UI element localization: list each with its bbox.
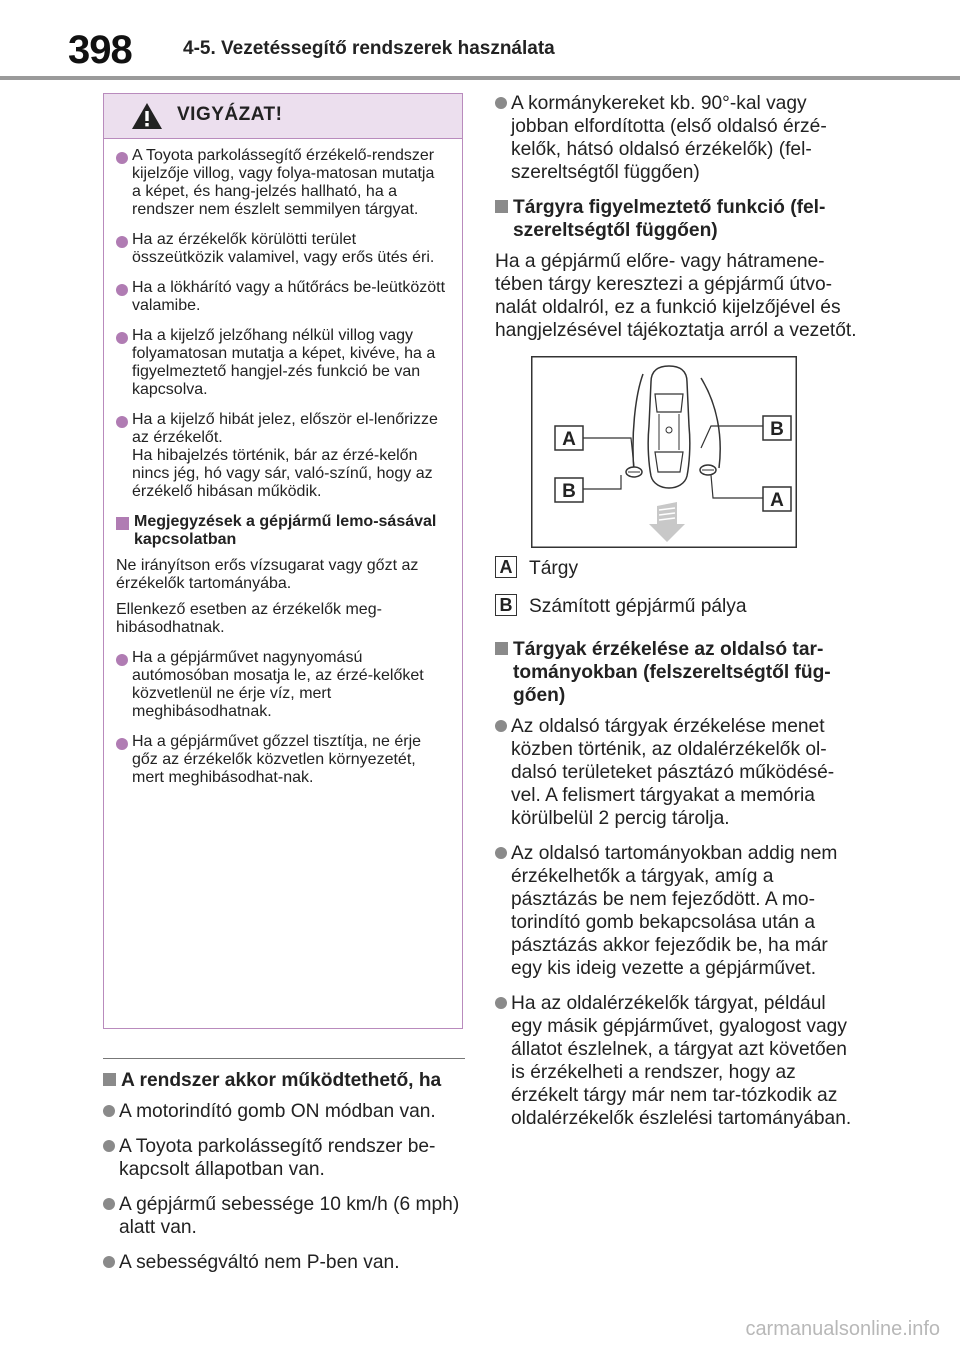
legend-key-b: B [495,594,517,616]
svg-text:B: B [562,481,576,502]
warning-bullet-text: A Toyota parkolássegítő érzékelő-rendszer kijelzője villog, vagy folya-matosan mutatja a képet, és hang-jelzés hallható, ha a rendszer nem észlelt semmilyen tárgyat. [132,147,435,218]
warning-bullet-text: Ha a kijelző jelzőhang nélkül villog vagy folyamatosan mutatja a képet, kivéve, ha a figyelmeztető hangjel-zés funkció be van kapcsolva. [132,327,436,398]
warning-title: VIGYÁZAT! [177,104,283,125]
cross-traffic-diagram [531,356,797,548]
legend-text-b: Számított gépjármű pálya [529,596,747,617]
warning-bullet [116,327,446,399]
warning-body [104,139,462,787]
side-bullet-text: Az oldalsó tartományokban addig nem érzékelhetők a tárgyak, amíg a pásztázás be nem fejeződött. A mo-torindító gomb bekapcsolása után a pásztázás akkor fejeződik be, ha már egy kis ideig vezette a gépjárművet. [511,843,838,979]
warning-bullet-text: Ha a gépjárművet gőzzel tisztítja, ne érje gőz az érzékelők közvetlen környezetét, mert meghibásodhat-nak. [132,733,422,786]
warning-paragraph-1: Ne irányítson erős vízsugarat vagy gőzt az érzékelők tartományába. [116,557,419,592]
svg-text:A: A [770,490,784,511]
warning-header [104,94,462,139]
svg-text:A: A [562,429,576,450]
warning-subheading: Megjegyzések a gépjármű lemo-sásával kapcsolatban [116,513,446,549]
label-b-left [555,478,583,502]
operable-bullet [103,1135,465,1181]
watermark: carmanualsonline.info [745,1318,940,1340]
warning-bullet-text: Ha a gépjárművet nagynyomású autómosóban mosatja le, az érzé-kelőket közvetlenül ne érje víz, mert meghibásodhatnak. [132,649,424,720]
label-a-left [555,426,583,450]
label-b-right [763,416,791,440]
warning-function-text: Ha a gépjármű előre- vagy hátramene-tében tárgy keresztezi a gépjármű útvo-nalát oldalról, ez a funkció kijelzőjével és hangjelzésével tájékoztatja arról a vezetőt. [495,251,857,341]
warning-bullet [116,231,446,267]
warning-bullet [116,279,446,315]
side-bullet [495,992,857,1130]
warning-bullet [116,733,446,787]
warning-bullet-text: Ha az érzékelők körülötti terület összeütközik valamivel, vagy erős ütés éri. [132,231,435,266]
warning-bullet [116,411,446,501]
operable-bullet [103,1100,465,1123]
car-illustration [648,366,690,488]
operable-heading: A rendszer akkor működtethető, ha [103,1069,465,1092]
side-detection-heading: Tárgyak érzékelése az oldalsó tar-tományokban (felszereltségtől füg-gően) [495,638,857,707]
operable-bullet-text: A sebességváltó nem P-ben van. [119,1252,400,1273]
warning-function-heading: Tárgyra figyelmeztető funkció (fel-szereltségtől függően) [495,196,857,242]
sensor-left [626,467,642,477]
warning-box [103,93,463,1029]
operable-bullet-text: A gépjármű sebessége 10 km/h (6 mph) alatt van. [119,1194,460,1238]
side-bullet [495,842,857,980]
operable-section [103,1058,465,1286]
section-divider [103,1058,465,1059]
side-bullet-text: Ha az oldalérzékelők tárgyat, például egy másik gépjárművet, gyalogost vagy állatot észlelnek, a tárgyat azt követően is érzékelheti a rendszer, hogy az érzékelt tárgy már nem tar-tózkodik az oldalérzékelők észlelési tartományában. [511,993,852,1129]
cross-traffic-figure [531,356,797,548]
steering-bullet-text: A kormánykereket kb. 90°-kal vagy jobban elfordította (első oldalsó érzé-kelők, hátsó oldalsó érzékelők) (fel-szereltségtől függően) [511,93,827,183]
legend-row [495,594,857,624]
label-a-right [763,487,791,511]
right-column [495,92,857,1142]
section-title: 4-5. Vezetéssegítő rendszerek használata [183,38,555,59]
legend-key-a: A [495,556,517,578]
warning-bullet [116,147,446,219]
svg-text:B: B [770,419,784,440]
operable-bullet-text: A motorindító gomb ON módban van. [119,1101,436,1122]
steering-bullet [495,92,857,184]
warning-paragraph-2: Ellenkező esetben az érzékelők meg-hibásodhatnak. [116,601,382,636]
warning-bullet [116,649,446,721]
header-rule [0,76,960,80]
operable-bullet-text: A Toyota parkolássegítő rendszer be-kapcsolt állapotban van. [119,1136,436,1180]
legend-text-a: Tárgy [529,558,579,579]
operable-bullet [103,1251,465,1274]
warning-bullet-text: Ha a kijelző hibát jelez, először el-lenőrizze az érzékelőt. Ha hibajelzés történik, bár az érzé-kelőn nincs jég, hó vagy sár, való-színű, hogy az érzékelő hibásan működik. [132,411,438,500]
side-bullet-text: Az oldalsó tárgyak érzékelése menet közben történik, az oldalérzékelők ol-dalsó területeket pásztázó működésé-vel. A felismert tárgyakat a memória körülbelül 2 percig tárolja. [511,716,835,829]
warning-triangle-icon [131,102,163,130]
sensor-right [700,465,716,475]
page-number: 398 [68,28,132,72]
operable-bullet [103,1193,465,1239]
page-header [0,0,960,80]
side-bullet [495,715,857,830]
warning-bullet-text: Ha a lökhárító vagy a hűtőrács be-leütközött valamibe. [132,279,446,314]
legend-row [495,556,857,586]
